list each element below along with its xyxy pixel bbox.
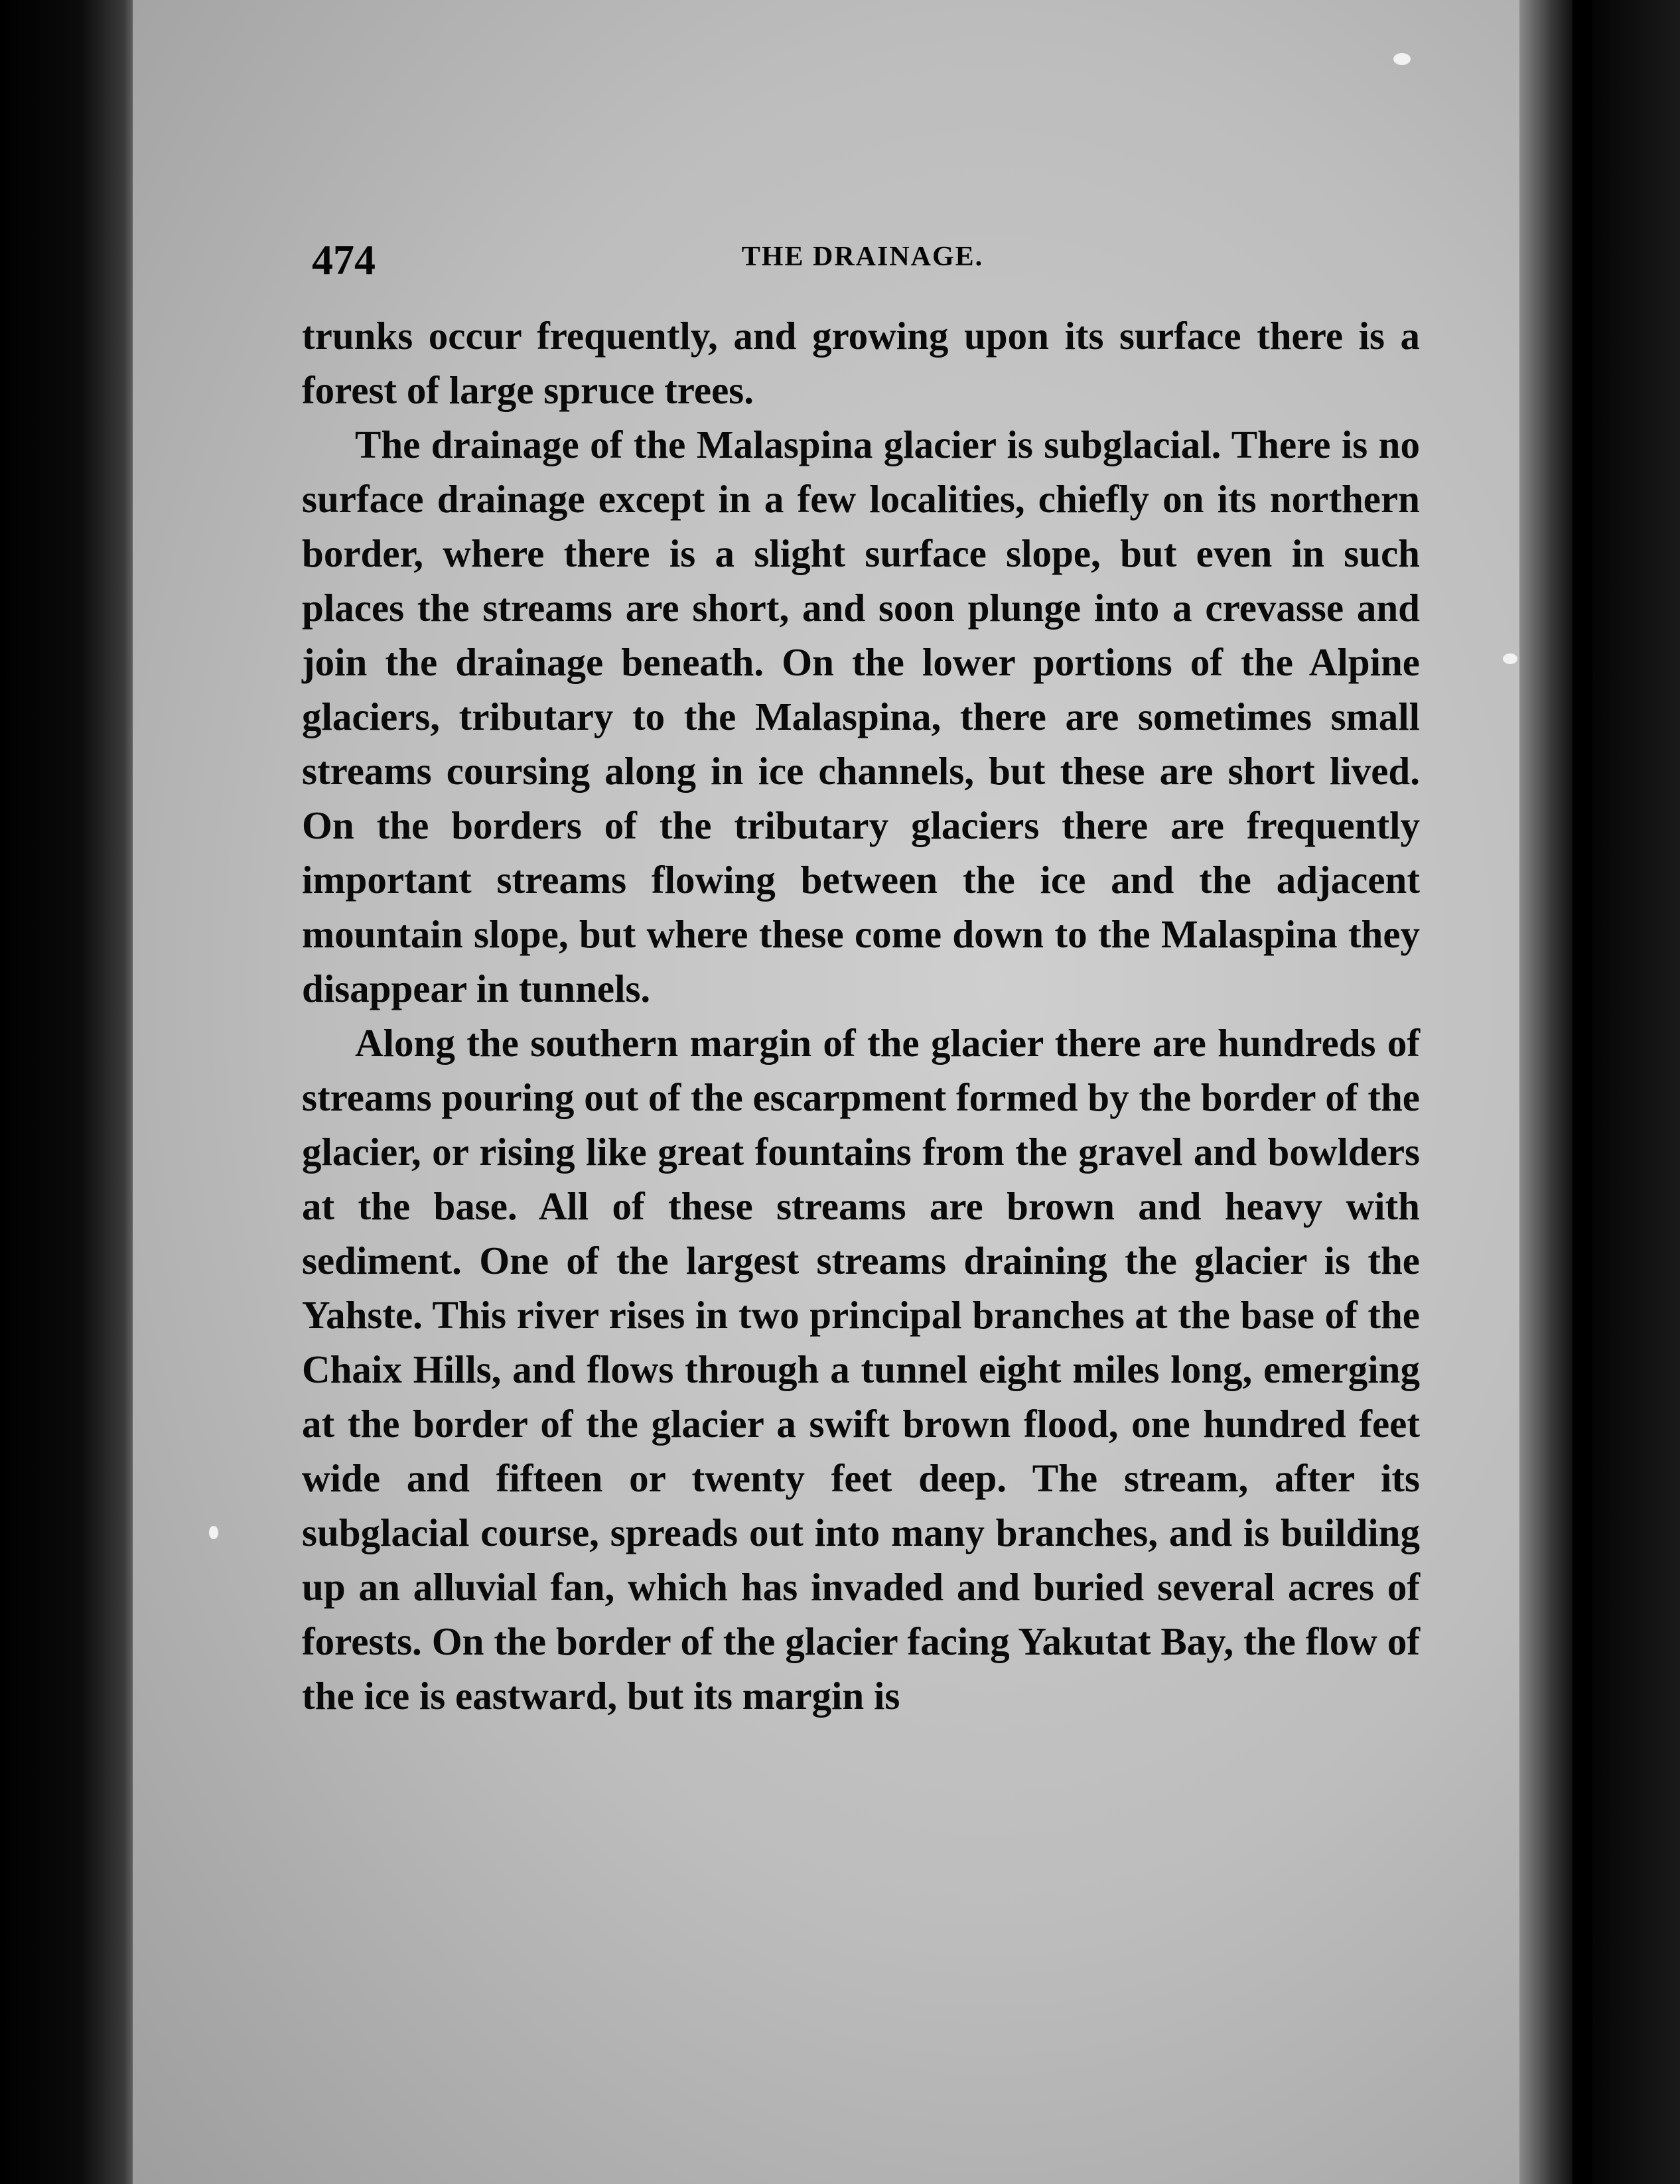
page-gutter-shadow xyxy=(1519,0,1573,2184)
paragraph: The drainage of the Malaspina glacier is subglacial. There is no surface drainage except in a few localities, chiefly on its northern border, where there is a slight surface slope, but even in such places the streams are short, and soon plunge into a crevasse and join the drainage beneath. On the lower portions of the Alpine glaciers, tributary to the Malaspina, there are sometimes small streams coursing along in ice channels, but these are short lived. On the borders of the tributary glaciers there are frequently important streams flowing between the ice and the adjacent mountain slope, but where these come down to the Malaspina they disappear in tunnels. xyxy=(302,423,1420,1010)
adjacent-page-edge xyxy=(1592,0,1680,2184)
body-text xyxy=(302,308,1420,1723)
running-head xyxy=(312,236,1413,289)
scan-dust-speck xyxy=(1503,653,1517,664)
paragraph: trunks occur frequently, and growing upon its surface there is a forest of large spruce trees. xyxy=(302,314,1420,412)
page-number: 474 xyxy=(312,236,376,283)
scan-left-margin xyxy=(0,0,146,2184)
chapter-title: THE DRAINAGE. xyxy=(741,241,984,272)
scan-dust-speck xyxy=(1393,53,1411,65)
page-divider xyxy=(1573,0,1592,2184)
scan-dust-speck xyxy=(209,1526,218,1539)
paragraph: Along the southern margin of the glacier there are hundreds of streams pouring out of the escarpment formed by the border of the glacier, or rising like great fountains from the gravel and bowlders at the base. All of these streams are brown and heavy with sediment. One of the largest streams draining the glacier is the Yahste. This river rises in two principal branches at the base of the Chaix Hills, and flows through a tunnel eight miles long, emerging at the border of the glacier a swift brown flood, one hundred feet wide and fifteen or twenty feet deep. The stream, after its subglacial course, spreads out into many branches, and is building up an alluvial fan, which has invaded and buried several acres of forests. On the border of the glacier facing Yakutat Bay, the flow of the ice is eastward, but its margin is xyxy=(302,1021,1420,1718)
